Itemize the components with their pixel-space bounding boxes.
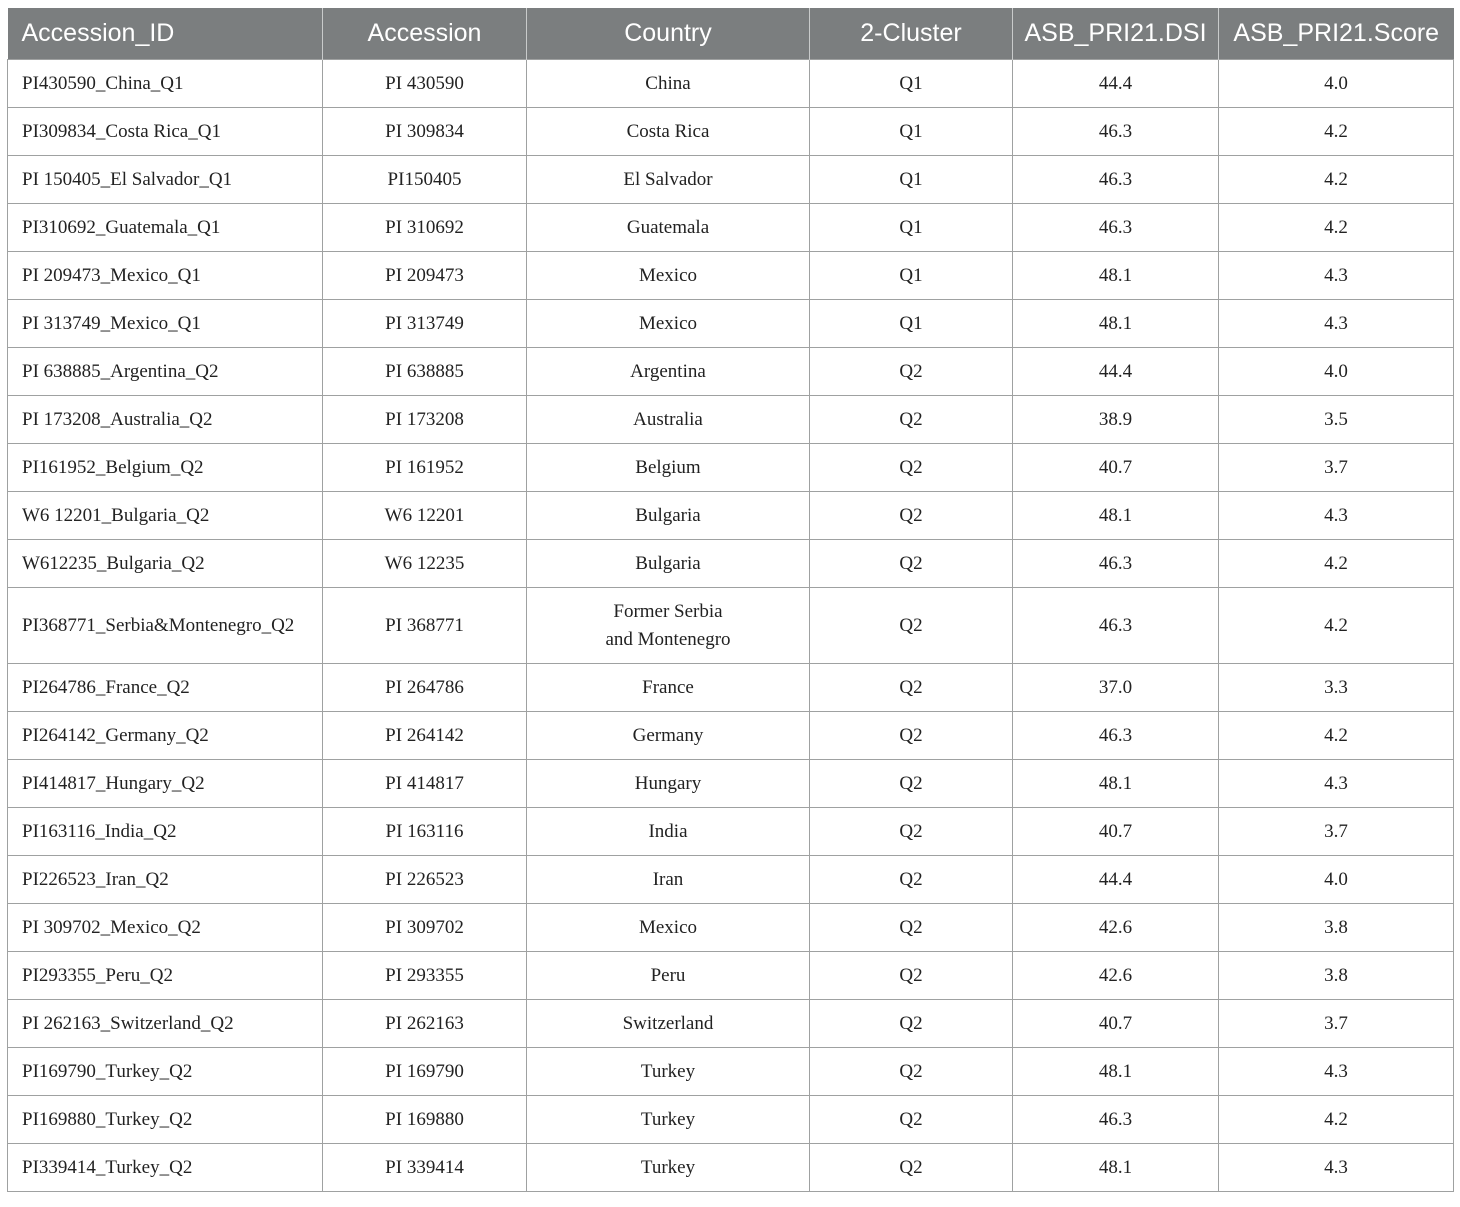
- accession-id-cell: PI 150405_El Salvador_Q1: [8, 156, 323, 204]
- accession-id-cell: PI309834_Costa Rica_Q1: [8, 108, 323, 156]
- dsi-cell: 48.1: [1013, 300, 1219, 348]
- column-header-accession-id: Accession_ID: [8, 8, 323, 60]
- accession-table: [7, 8, 1454, 1192]
- dsi-cell: 46.3: [1013, 712, 1219, 760]
- dsi-cell: 48.1: [1013, 492, 1219, 540]
- table-row: [8, 664, 1454, 712]
- cluster-cell: Q2: [810, 588, 1013, 664]
- accession-cell: PI 309702: [323, 904, 527, 952]
- dsi-cell: 48.1: [1013, 760, 1219, 808]
- dsi-cell: 46.3: [1013, 588, 1219, 664]
- cluster-cell: Q2: [810, 952, 1013, 1000]
- score-cell: 4.0: [1219, 348, 1454, 396]
- score-cell: 4.2: [1219, 204, 1454, 252]
- accession-cell: PI 368771: [323, 588, 527, 664]
- accession-cell: PI 339414: [323, 1144, 527, 1192]
- accession-id-cell: PI264786_France_Q2: [8, 664, 323, 712]
- accession-id-cell: PI 309702_Mexico_Q2: [8, 904, 323, 952]
- score-cell: 4.2: [1219, 712, 1454, 760]
- accession-cell: PI 310692: [323, 204, 527, 252]
- accession-id-cell: PI368771_Serbia&Montenegro_Q2: [8, 588, 323, 664]
- accession-id-cell: PI 209473_Mexico_Q1: [8, 252, 323, 300]
- dsi-cell: 40.7: [1013, 808, 1219, 856]
- accession-id-cell: PI310692_Guatemala_Q1: [8, 204, 323, 252]
- cluster-cell: Q2: [810, 1096, 1013, 1144]
- table-row: [8, 712, 1454, 760]
- country-cell: Guatemala: [527, 204, 810, 252]
- score-cell: 4.3: [1219, 760, 1454, 808]
- country-cell: France: [527, 664, 810, 712]
- score-cell: 3.5: [1219, 396, 1454, 444]
- table-row: [8, 588, 1454, 664]
- table-row: [8, 252, 1454, 300]
- dsi-cell: 38.9: [1013, 396, 1219, 444]
- dsi-cell: 48.1: [1013, 1048, 1219, 1096]
- country-cell: Turkey: [527, 1096, 810, 1144]
- score-cell: 4.2: [1219, 540, 1454, 588]
- country-cell: Germany: [527, 712, 810, 760]
- score-cell: 3.8: [1219, 904, 1454, 952]
- cluster-cell: Q1: [810, 204, 1013, 252]
- table-row: [8, 952, 1454, 1000]
- table-row: [8, 204, 1454, 252]
- score-cell: 3.7: [1219, 444, 1454, 492]
- country-cell: El Salvador: [527, 156, 810, 204]
- table-row: [8, 108, 1454, 156]
- score-cell: 4.0: [1219, 856, 1454, 904]
- accession-cell: PI 313749: [323, 300, 527, 348]
- country-cell: Hungary: [527, 760, 810, 808]
- accession-id-cell: W612235_Bulgaria_Q2: [8, 540, 323, 588]
- accession-cell: PI 262163: [323, 1000, 527, 1048]
- accession-cell: PI 264786: [323, 664, 527, 712]
- dsi-cell: 42.6: [1013, 904, 1219, 952]
- country-cell: Mexico: [527, 300, 810, 348]
- country-cell: Iran: [527, 856, 810, 904]
- accession-cell: PI 161952: [323, 444, 527, 492]
- accession-id-cell: PI 262163_Switzerland_Q2: [8, 1000, 323, 1048]
- dsi-cell: 46.3: [1013, 204, 1219, 252]
- table-row: [8, 300, 1454, 348]
- table-row: [8, 904, 1454, 952]
- cluster-cell: Q2: [810, 664, 1013, 712]
- score-cell: 3.3: [1219, 664, 1454, 712]
- dsi-cell: 46.3: [1013, 108, 1219, 156]
- table-row: [8, 1048, 1454, 1096]
- accession-cell: PI 414817: [323, 760, 527, 808]
- column-header-dsi: ASB_PRI21.DSI: [1013, 8, 1219, 60]
- country-cell: China: [527, 60, 810, 108]
- country-cell: Argentina: [527, 348, 810, 396]
- accession-cell: W6 12201: [323, 492, 527, 540]
- cluster-cell: Q1: [810, 108, 1013, 156]
- country-cell: Bulgaria: [527, 492, 810, 540]
- column-header-accession: Accession: [323, 8, 527, 60]
- table-row: [8, 396, 1454, 444]
- dsi-cell: 44.4: [1013, 60, 1219, 108]
- score-cell: 4.3: [1219, 300, 1454, 348]
- country-cell: Mexico: [527, 904, 810, 952]
- score-cell: 4.2: [1219, 1096, 1454, 1144]
- dsi-cell: 48.1: [1013, 1144, 1219, 1192]
- accession-cell: PI 169880: [323, 1096, 527, 1144]
- country-cell: Turkey: [527, 1048, 810, 1096]
- score-cell: 4.3: [1219, 492, 1454, 540]
- cluster-cell: Q2: [810, 1000, 1013, 1048]
- table-row: [8, 348, 1454, 396]
- accession-id-cell: PI226523_Iran_Q2: [8, 856, 323, 904]
- header-row: [8, 8, 1454, 60]
- table-body: [8, 60, 1454, 1192]
- cluster-cell: Q2: [810, 1048, 1013, 1096]
- dsi-cell: 42.6: [1013, 952, 1219, 1000]
- accession-id-cell: PI161952_Belgium_Q2: [8, 444, 323, 492]
- table-row: [8, 1096, 1454, 1144]
- accession-cell: PI 226523: [323, 856, 527, 904]
- dsi-cell: 40.7: [1013, 1000, 1219, 1048]
- table-header: [8, 8, 1454, 60]
- country-cell: Mexico: [527, 252, 810, 300]
- country-cell: Turkey: [527, 1144, 810, 1192]
- accession-id-cell: PI339414_Turkey_Q2: [8, 1144, 323, 1192]
- accession-id-cell: PI414817_Hungary_Q2: [8, 760, 323, 808]
- score-cell: 3.7: [1219, 1000, 1454, 1048]
- country-cell: Bulgaria: [527, 540, 810, 588]
- accession-id-cell: PI169790_Turkey_Q2: [8, 1048, 323, 1096]
- score-cell: 4.3: [1219, 252, 1454, 300]
- cluster-cell: Q2: [810, 856, 1013, 904]
- accession-cell: PI 264142: [323, 712, 527, 760]
- score-cell: 4.2: [1219, 156, 1454, 204]
- score-cell: 4.3: [1219, 1048, 1454, 1096]
- cluster-cell: Q1: [810, 60, 1013, 108]
- country-cell: Former Serbia and Montenegro: [527, 588, 810, 664]
- table-row: [8, 444, 1454, 492]
- table-row: [8, 60, 1454, 108]
- cluster-cell: Q1: [810, 300, 1013, 348]
- table-row: [8, 156, 1454, 204]
- country-cell: Switzerland: [527, 1000, 810, 1048]
- score-cell: 4.0: [1219, 60, 1454, 108]
- country-cell: Australia: [527, 396, 810, 444]
- dsi-cell: 37.0: [1013, 664, 1219, 712]
- dsi-cell: 44.4: [1013, 856, 1219, 904]
- cluster-cell: Q2: [810, 760, 1013, 808]
- accession-id-cell: PI293355_Peru_Q2: [8, 952, 323, 1000]
- dsi-cell: 46.3: [1013, 156, 1219, 204]
- accession-cell: PI 309834: [323, 108, 527, 156]
- column-header-country: Country: [527, 8, 810, 60]
- cluster-cell: Q2: [810, 540, 1013, 588]
- accession-id-cell: W6 12201_Bulgaria_Q2: [8, 492, 323, 540]
- accession-cell: W6 12235: [323, 540, 527, 588]
- accession-id-cell: PI169880_Turkey_Q2: [8, 1096, 323, 1144]
- country-cell: India: [527, 808, 810, 856]
- accession-id-cell: PI 313749_Mexico_Q1: [8, 300, 323, 348]
- table-row: [8, 808, 1454, 856]
- accession-id-cell: PI430590_China_Q1: [8, 60, 323, 108]
- cluster-cell: Q1: [810, 156, 1013, 204]
- data-table-container: [7, 8, 1453, 1192]
- cluster-cell: Q2: [810, 492, 1013, 540]
- accession-id-cell: PI 638885_Argentina_Q2: [8, 348, 323, 396]
- table-row: [8, 1144, 1454, 1192]
- accession-cell: PI 209473: [323, 252, 527, 300]
- accession-id-cell: PI264142_Germany_Q2: [8, 712, 323, 760]
- table-row: [8, 856, 1454, 904]
- accession-cell: PI150405: [323, 156, 527, 204]
- table-row: [8, 1000, 1454, 1048]
- cluster-cell: Q1: [810, 252, 1013, 300]
- country-cell: Peru: [527, 952, 810, 1000]
- score-cell: 3.7: [1219, 808, 1454, 856]
- score-cell: 4.2: [1219, 108, 1454, 156]
- cluster-cell: Q2: [810, 1144, 1013, 1192]
- accession-cell: PI 293355: [323, 952, 527, 1000]
- dsi-cell: 40.7: [1013, 444, 1219, 492]
- score-cell: 4.3: [1219, 1144, 1454, 1192]
- table-row: [8, 492, 1454, 540]
- column-header-score: ASB_PRI21.Score: [1219, 8, 1454, 60]
- table-row: [8, 540, 1454, 588]
- country-cell: Belgium: [527, 444, 810, 492]
- cluster-cell: Q2: [810, 712, 1013, 760]
- dsi-cell: 44.4: [1013, 348, 1219, 396]
- cluster-cell: Q2: [810, 348, 1013, 396]
- dsi-cell: 46.3: [1013, 540, 1219, 588]
- accession-id-cell: PI 173208_Australia_Q2: [8, 396, 323, 444]
- cluster-cell: Q2: [810, 808, 1013, 856]
- score-cell: 4.2: [1219, 588, 1454, 664]
- accession-cell: PI 430590: [323, 60, 527, 108]
- accession-cell: PI 169790: [323, 1048, 527, 1096]
- country-cell: Costa Rica: [527, 108, 810, 156]
- dsi-cell: 46.3: [1013, 1096, 1219, 1144]
- cluster-cell: Q2: [810, 396, 1013, 444]
- dsi-cell: 48.1: [1013, 252, 1219, 300]
- cluster-cell: Q2: [810, 444, 1013, 492]
- cluster-cell: Q2: [810, 904, 1013, 952]
- accession-cell: PI 163116: [323, 808, 527, 856]
- column-header-2-cluster: 2-Cluster: [810, 8, 1013, 60]
- accession-cell: PI 638885: [323, 348, 527, 396]
- table-row: [8, 760, 1454, 808]
- accession-id-cell: PI163116_India_Q2: [8, 808, 323, 856]
- accession-cell: PI 173208: [323, 396, 527, 444]
- score-cell: 3.8: [1219, 952, 1454, 1000]
